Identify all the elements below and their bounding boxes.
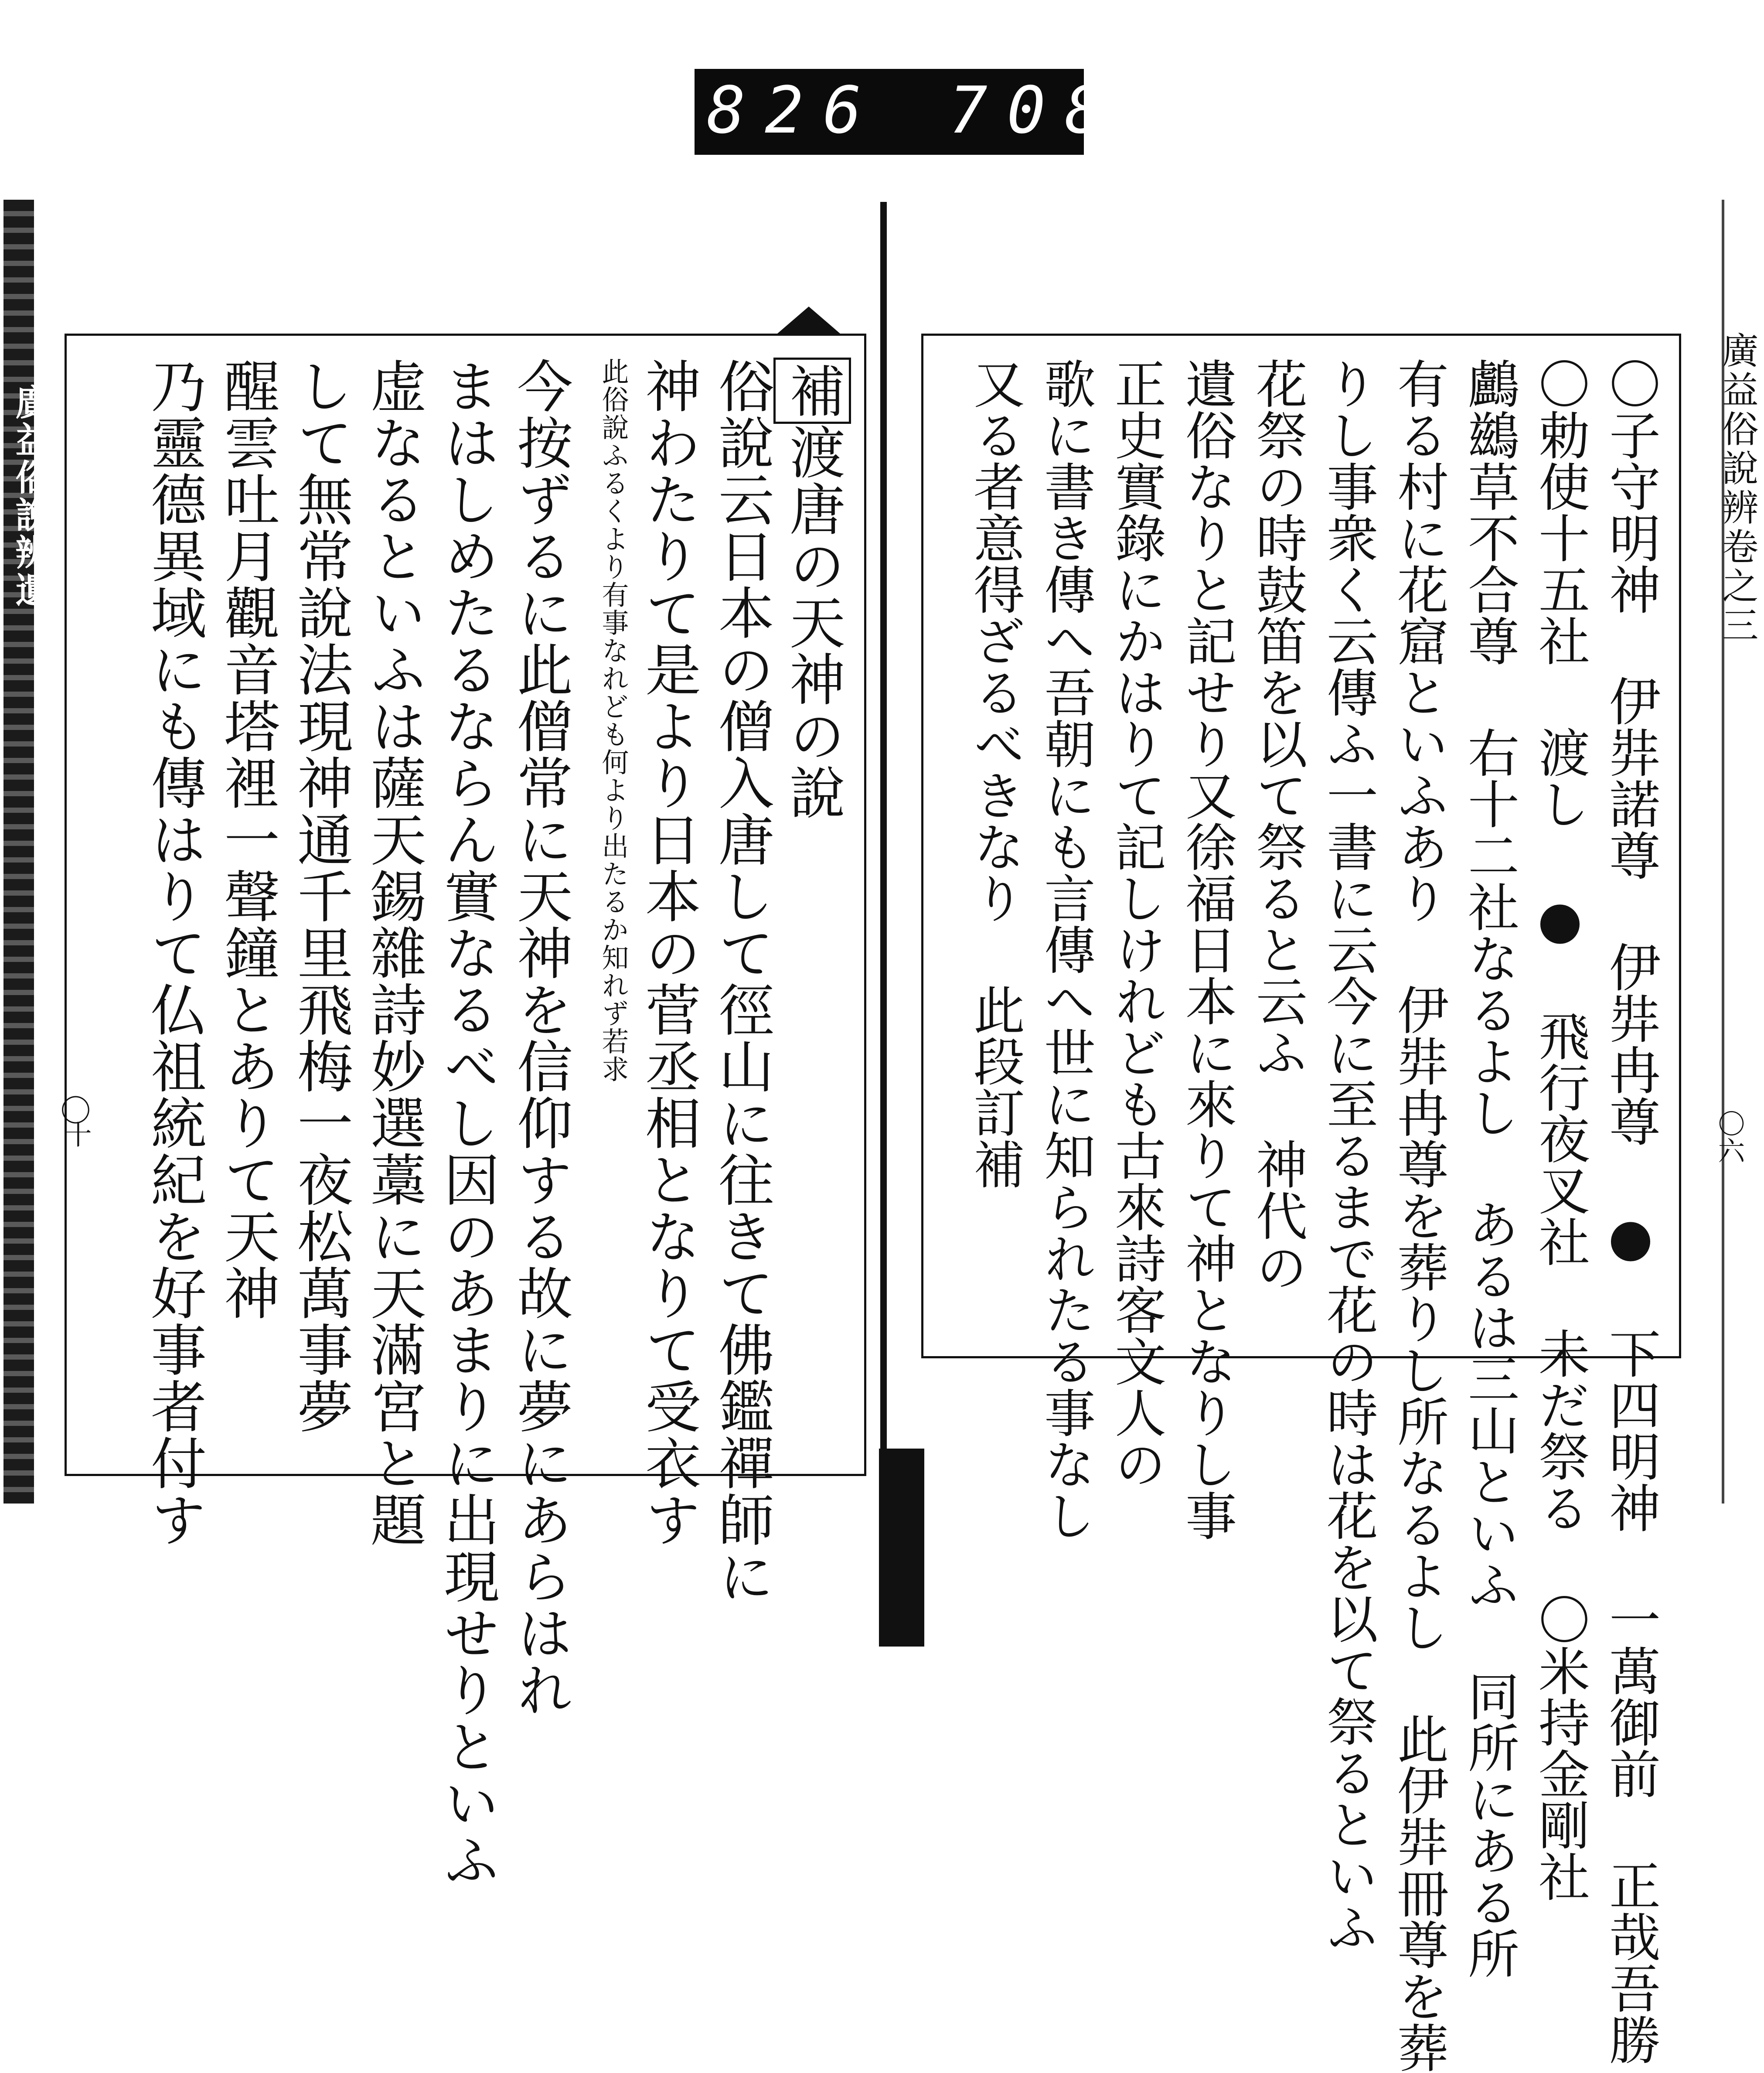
- left-page-text: [67, 336, 864, 1888]
- text-column: 乃靈德異域にも傳はりて仏祖統紀を好事者付す: [141, 358, 206, 1548]
- article-heading: 渡唐の天神の說: [780, 424, 845, 821]
- note-column: 此俗說ふるくより有事なれども何より出たるか知れず若求: [597, 358, 629, 1083]
- text-column: して無常說法現神通千里飛梅一夜松萬事夢: [288, 358, 353, 1435]
- right-page-text: [923, 336, 1679, 2073]
- frame-number-plate: [695, 69, 1123, 155]
- text-column: 有る村に花窟といふあり 伊弉冉尊を葬りし所なるよし 此伊弉冊尊を葬: [1389, 358, 1449, 2073]
- text-column: 又る者意得ざるべきなり 此段訂補: [965, 358, 1025, 1190]
- text-column: 〇勅使十五社 渡し ● 飛行夜叉社 未だ祭る 〇米持金剛社: [1530, 358, 1590, 1902]
- text-column: 神わたりて是より日本の菅丞相となりて受衣す: [636, 358, 701, 1548]
- left-edge-folio: 十: [60, 1121, 92, 1148]
- left-page-frame: [65, 334, 866, 1888]
- text-column: まはしめたるならん實なるべし因のあまりに出現せりといふ: [434, 358, 499, 1888]
- heading-column: [778, 353, 851, 1456]
- text-column: 虚なるといふは薩天錫雜詩妙選藁に天滿宮と題: [361, 358, 426, 1548]
- center-gutter-line: [880, 202, 887, 1556]
- gutter-binding-block: [879, 1449, 924, 1647]
- text-column: 醒雲吐月觀音塔裡一聲鐘とありて天神: [215, 358, 279, 1321]
- text-column: 正史實錄にかはりて記しけれども古來詩客文人の: [1106, 358, 1166, 1490]
- text-column: 鸕鷀草不合尊 右十二社なるよし あるは三山といふ 同所にある所: [1459, 358, 1519, 1979]
- right-page-frame: [921, 334, 1681, 2073]
- text-column: 花祭の時鼓笛を以て祭ると云ふ 神代の: [1247, 358, 1308, 1292]
- text-column: 俗說云日本の僧入唐して徑山に往きて佛鑑禪師に: [709, 358, 774, 1605]
- supplement-tag: 補: [773, 358, 851, 424]
- fishtail-marker: [777, 307, 840, 334]
- left-edge-bracket: 〇: [55, 1094, 91, 1125]
- text-column: 歌に書き傳へ吾朝にも言傳へ世に知られたる事なし: [1035, 358, 1096, 1541]
- left-edge-running-title: 廣益俗說辨遺: [10, 384, 51, 609]
- text-column: 〇子守明神 伊弉諾尊 伊弉冉尊 ● 下四明神 一萬御前 正哉吾勝: [1601, 358, 1661, 2065]
- right-edge-running-title: 廣益俗說辨卷之三: [1716, 331, 1759, 645]
- right-edge-folio: 〇六: [1713, 1110, 1745, 1164]
- frame-number-left: 826: [707, 73, 881, 148]
- text-column: 今按ずるに此僧常に天神を信仰する故に夢にあらはれ: [507, 358, 572, 1718]
- text-column: 遺俗なりと記せり又徐福日本に來りて神となりし事: [1177, 358, 1237, 1541]
- text-column: りし事衆く云傳ふ一書に云今に至るまで花の時は花を以て祭るといふ: [1318, 358, 1378, 1953]
- frame-number-right: 708: [949, 73, 1123, 148]
